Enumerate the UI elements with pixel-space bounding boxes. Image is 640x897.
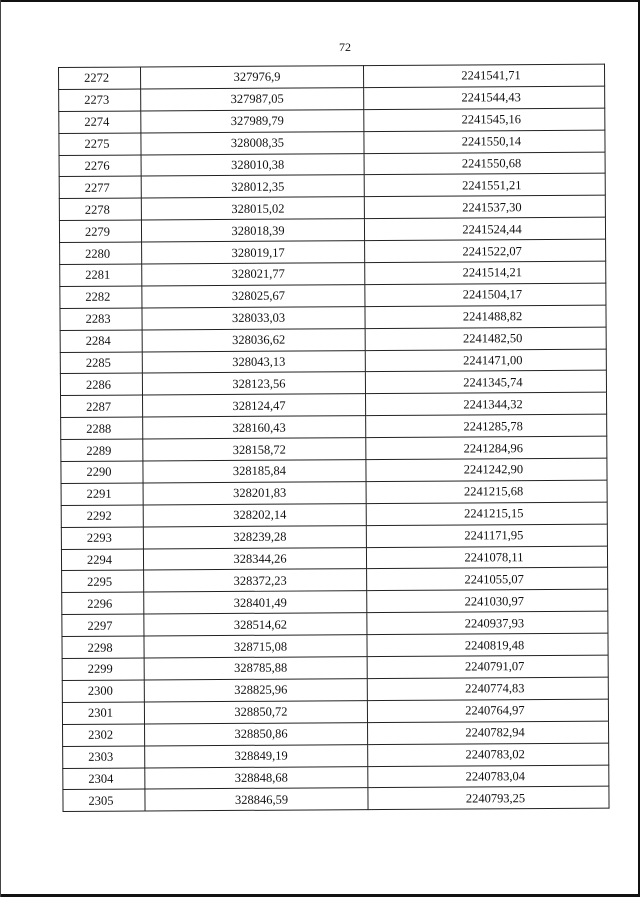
y-coordinate-cell: 2241055,07 [367, 568, 608, 591]
point-number-cell: 2292 [61, 505, 143, 527]
x-coordinate-cell: 328848,68 [145, 766, 368, 789]
x-coordinate-cell: 328846,59 [145, 788, 368, 811]
y-coordinate-cell: 2241482,50 [365, 327, 606, 350]
y-coordinate-cell: 2240819,48 [367, 633, 608, 656]
point-number-cell: 2284 [60, 330, 142, 352]
x-coordinate-cell: 328372,23 [144, 569, 367, 592]
point-number-cell: 2286 [60, 373, 142, 395]
point-number-cell: 2294 [61, 549, 143, 571]
x-coordinate-cell: 328008,35 [141, 131, 364, 154]
y-coordinate-cell: 2241522,07 [365, 239, 606, 262]
scan-border-left [0, 0, 1, 897]
point-number-cell: 2277 [59, 176, 141, 198]
point-number-cell: 2288 [61, 417, 143, 439]
x-coordinate-cell: 328036,62 [142, 328, 365, 351]
x-coordinate-cell: 328124,47 [143, 394, 366, 417]
x-coordinate-cell: 328514,62 [144, 613, 367, 636]
point-number-cell: 2305 [63, 789, 145, 811]
y-coordinate-cell: 2241550,68 [364, 152, 605, 175]
y-coordinate-cell: 2241488,82 [365, 305, 606, 328]
y-coordinate-cell: 2240791,07 [367, 655, 608, 678]
x-coordinate-cell: 328025,67 [142, 285, 365, 308]
y-coordinate-cell: 2241504,17 [365, 283, 606, 306]
y-coordinate-cell: 2241171,95 [366, 524, 607, 547]
x-coordinate-cell: 328201,83 [143, 482, 366, 505]
y-coordinate-cell: 2241550,14 [364, 130, 605, 153]
coordinates-table-wrapper [58, 64, 609, 813]
x-coordinate-cell: 328849,19 [145, 744, 368, 767]
x-coordinate-cell: 328239,28 [143, 525, 366, 548]
y-coordinate-cell: 2241242,90 [366, 458, 607, 481]
point-number-cell: 2276 [59, 155, 141, 177]
scan-border-top [0, 0, 640, 2]
point-number-cell: 2287 [61, 395, 143, 417]
y-coordinate-cell: 2241344,32 [366, 393, 607, 416]
y-coordinate-cell: 2241345,74 [365, 371, 606, 394]
x-coordinate-cell: 328715,08 [144, 635, 367, 658]
y-coordinate-cell: 2241284,96 [366, 436, 607, 459]
y-coordinate-cell: 2241541,71 [363, 64, 604, 87]
point-number-cell: 2282 [60, 286, 142, 308]
table-row [63, 787, 609, 812]
x-coordinate-cell: 328825,96 [144, 679, 367, 702]
x-coordinate-cell: 328012,35 [141, 175, 364, 198]
x-coordinate-cell: 328850,86 [145, 722, 368, 745]
x-coordinate-cell: 327989,79 [141, 109, 364, 132]
point-number-cell: 2275 [59, 133, 141, 155]
point-number-cell: 2279 [59, 220, 141, 242]
y-coordinate-cell: 2240782,94 [368, 721, 609, 744]
point-number-cell: 2293 [61, 527, 143, 549]
x-coordinate-cell: 328018,39 [141, 219, 364, 242]
page-number: 72 [339, 40, 351, 54]
y-coordinate-cell: 2241215,68 [366, 480, 607, 503]
y-coordinate-cell: 2241524,44 [364, 217, 605, 240]
x-coordinate-cell: 328850,72 [144, 700, 367, 723]
point-number-cell: 2300 [62, 680, 144, 702]
x-coordinate-cell: 328010,38 [141, 153, 364, 176]
point-number-cell: 2296 [62, 592, 144, 614]
y-coordinate-cell: 2241471,00 [365, 349, 606, 372]
x-coordinate-cell: 328202,14 [143, 503, 366, 526]
x-coordinate-cell: 328401,49 [144, 591, 367, 614]
point-number-cell: 2285 [60, 352, 142, 374]
point-number-cell: 2302 [63, 724, 145, 746]
point-number-cell: 2304 [63, 767, 145, 789]
y-coordinate-cell: 2240783,02 [368, 743, 609, 766]
point-number-cell: 2301 [62, 702, 144, 724]
y-coordinate-cell: 2241078,11 [366, 546, 607, 569]
x-coordinate-cell: 328015,02 [141, 197, 364, 220]
point-number-cell: 2272 [59, 67, 141, 89]
point-number-cell: 2273 [59, 89, 141, 111]
coordinates-table-body [59, 64, 610, 812]
point-number-cell: 2278 [59, 198, 141, 220]
x-coordinate-cell: 327976,9 [141, 66, 364, 89]
x-coordinate-cell: 328021,77 [142, 263, 365, 286]
y-coordinate-cell: 2241514,21 [365, 261, 606, 284]
y-coordinate-cell: 2241545,16 [364, 108, 605, 131]
y-coordinate-cell: 2240774,83 [367, 677, 608, 700]
x-coordinate-cell: 328344,26 [143, 547, 366, 570]
x-coordinate-cell: 328785,88 [144, 657, 367, 680]
y-coordinate-cell: 2240783,04 [368, 765, 609, 788]
y-coordinate-cell: 2241030,97 [367, 590, 608, 613]
point-number-cell: 2298 [62, 636, 144, 658]
point-number-cell: 2283 [60, 308, 142, 330]
y-coordinate-cell: 2240937,93 [367, 611, 608, 634]
y-coordinate-cell: 2241285,78 [366, 414, 607, 437]
x-coordinate-cell: 328019,17 [142, 241, 365, 264]
y-coordinate-cell: 2241544,43 [364, 86, 605, 109]
point-number-cell: 2290 [61, 461, 143, 483]
point-number-cell: 2289 [61, 439, 143, 461]
y-coordinate-cell: 2241537,30 [364, 196, 605, 219]
point-number-cell: 2303 [63, 746, 145, 768]
point-number-cell: 2295 [62, 570, 144, 592]
x-coordinate-cell: 328123,56 [142, 372, 365, 395]
x-coordinate-cell: 328158,72 [143, 438, 366, 461]
point-number-cell: 2297 [62, 614, 144, 636]
point-number-cell: 2291 [61, 483, 143, 505]
coordinates-table [58, 64, 610, 813]
point-number-cell: 2299 [62, 658, 144, 680]
y-coordinate-cell: 2240793,25 [368, 787, 609, 810]
x-coordinate-cell: 328160,43 [143, 416, 366, 439]
x-coordinate-cell: 328043,13 [142, 350, 365, 373]
point-number-cell: 2281 [60, 264, 142, 286]
x-coordinate-cell: 327987,05 [141, 88, 364, 111]
y-coordinate-cell: 2241215,15 [366, 502, 607, 525]
point-number-cell: 2274 [59, 111, 141, 133]
y-coordinate-cell: 2241551,21 [364, 174, 605, 197]
x-coordinate-cell: 328185,84 [143, 460, 366, 483]
point-number-cell: 2280 [60, 242, 142, 264]
x-coordinate-cell: 328033,03 [142, 306, 365, 329]
y-coordinate-cell: 2240764,97 [367, 699, 608, 722]
